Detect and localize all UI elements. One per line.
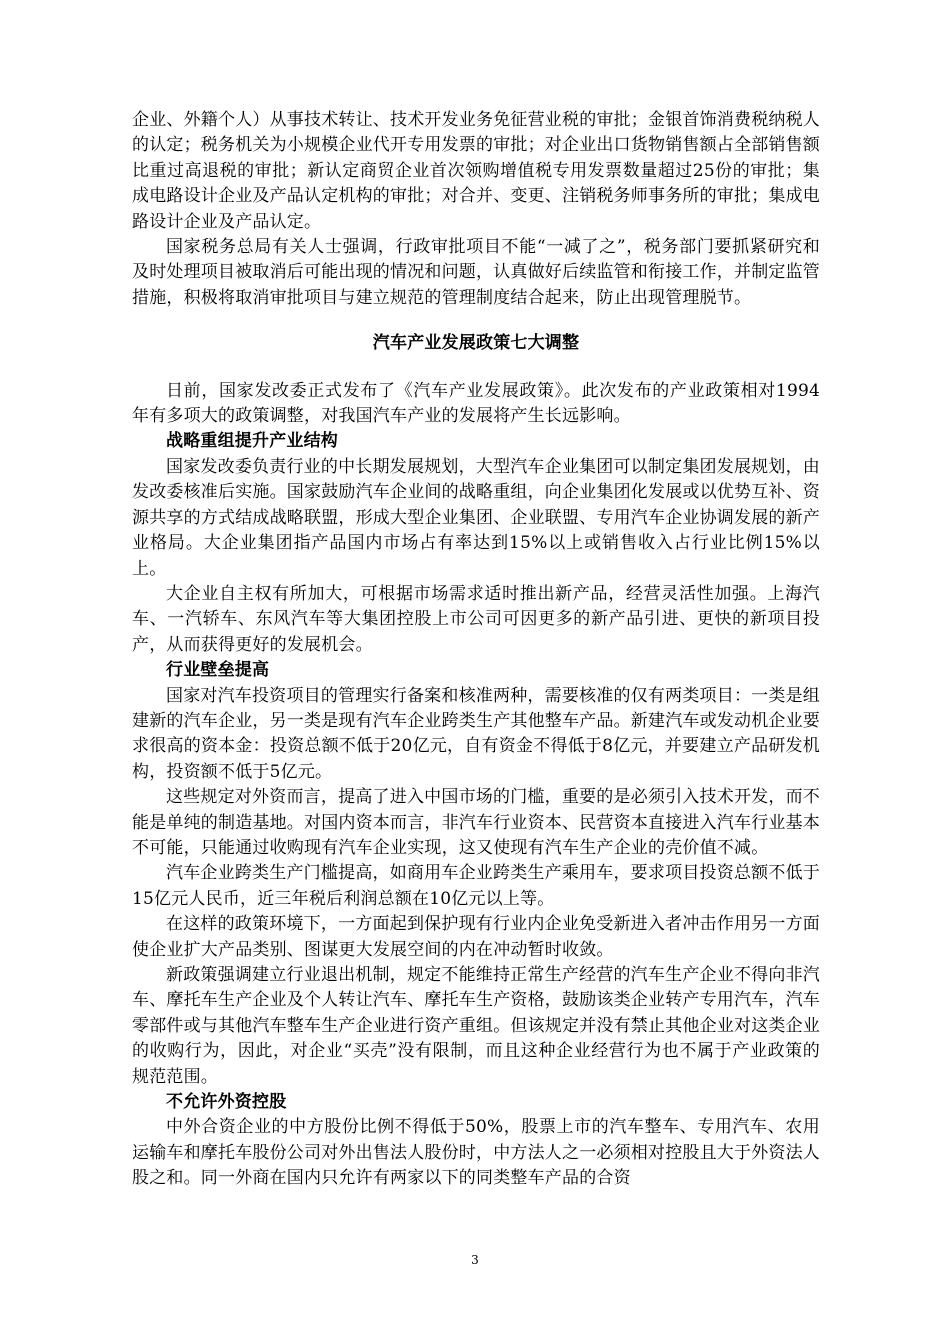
paragraph: 这些规定对外资而言，提高了进入中国市场的门槛，重要的是必须引入技术开发，而不能是单纯的制造基地。对国内资本而言，非汽车行业资本、民营资本直接进入汽车行业基本不可能，只能通过收购现有汽车企业实现，这又使现有汽车生产企业的壳价值不减。 xyxy=(132,787,820,858)
paragraph: 大企业自主权有所加大，可根据市场需求适时推出新产品，经营灵活性加强。上海汽车、一汽轿车、东风汽车等大集团控股上市公司可因更多的新产品引进、更快的新项目投产，从而获得更好的发展机会。 xyxy=(132,583,820,655)
paragraph: 在这样的政策环境下，一方面起到保护现有行业内企业免受新进入者冲击作用另一方面使企业扩大产品类别、图谋更大发展空间的内在冲动暂时收敛。 xyxy=(132,914,820,960)
paragraph: 汽车企业跨类生产门槛提高，如商用车企业跨类生产乘用车，要求项目投资总额不低于15亿元人民币，近三年税后利润总额在10亿元以上等。 xyxy=(132,863,820,909)
paragraph: 国家对汽车投资项目的管理实行备案和核准两种，需要核准的仅有两类项目：一类是组建新的汽车企业，另一类是现有汽车企业跨类生产其他整车产品。新建汽车或发动机企业要求很高的资本金：投资总额不低于20亿元，自有资金不得低于8亿元，并要建立产品研发机构，投资额不低于5亿元。 xyxy=(132,685,820,782)
paragraph: 新政策强调建立行业退出机制，规定不能维持正常生产经营的汽车生产企业不得向非汽车、摩托车生产企业及个人转让汽车、摩托车生产资格，鼓励该类企业转产专用汽车，汽车零部件或与其他汽车整车生产企业进行资产重组。但该规定并没有禁止其他企业对这类企业的收购行为，因此，对企业“买壳”没有限制，而且这种企业经营行为也不属于产业政策的规范范围。 xyxy=(132,965,820,1087)
paragraph: 企业、外籍个人）从事技术转让、技术开发业务免征营业税的审批；金银首饰消费税纳税人的认定；税务机关为小规模企业代开专用发票的审批；对企业出口货物销售额占全部销售额比重过高退税的审批；新认定商贸企业首次领购增值税专用发票数量超过25份的审批；集成电路设计企业及产品认定机构的审批；对合并、变更、注销税务师事务所的审批；集成电路设计企业及产品认定。 xyxy=(132,110,820,232)
article-intro: 日前，国家发改委正式发布了《汽车产业发展政策》。此次发布的产业政策相对1994年有多项大的政策调整，对我国汽车产业的发展将产生长远影响。 xyxy=(132,380,820,427)
paragraph: 国家发改委负责行业的中长期发展规划，大型汽车企业集团可以制定集团发展规划，由发改委核准后实施。国家鼓励汽车企业间的战略重组，向企业集团化发展或以优势互补、资源共享的方式结成战略联盟，形成大型企业集团、企业联盟、专用汽车企业协调发展的新产业格局。大企业集团指产品国内市场占有率达到15%以上或销售收入占行业比例15%以上。 xyxy=(132,456,820,579)
document-body xyxy=(132,108,820,1192)
page-number: 3 xyxy=(471,1253,479,1267)
section-heading: 不允许外资控股 xyxy=(166,1092,287,1113)
section-heading: 行业壁垒提高 xyxy=(166,660,270,681)
paragraph: 中外合资企业的中方股份比例不得低于50%，股票上市的汽车整车、专用汽车、农用运输车和摩托车股份公司对外出售法人股份时，中方法人之一必须相对控股且大于外资法人股之和。同一外商在国内只允许有两家以下的同类整车产品的合资 xyxy=(132,1117,820,1189)
section-heading: 战略重组提升产业结构 xyxy=(166,431,338,452)
article-title: 汽车产业发展政策七大调整 xyxy=(372,333,580,354)
paragraph: 国家税务总局有关人士强调，行政审批项目不能“一减了之”，税务部门要抓紧研究和及时处理项目被取消后可能出现的情况和问题，认真做好后续监管和衔接工作，并制定监管措施，积极将取消审批项目与建立规范的管理制度结合起来，防止出现管理脱节。 xyxy=(132,237,820,308)
